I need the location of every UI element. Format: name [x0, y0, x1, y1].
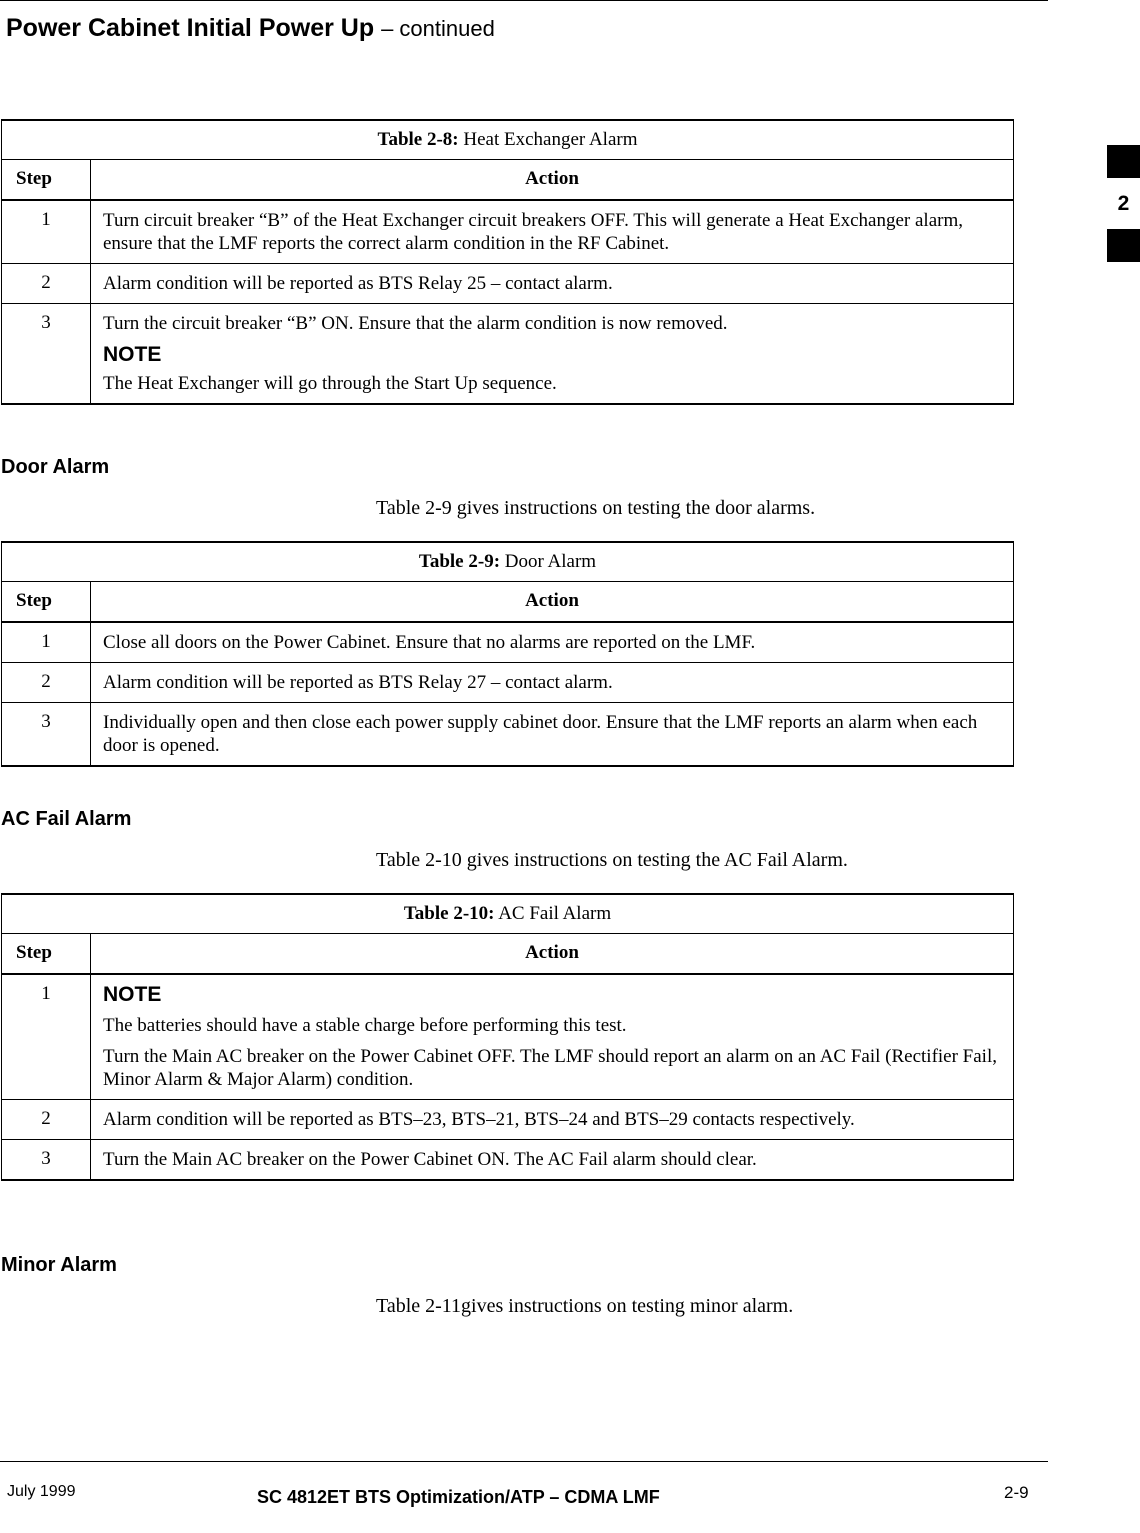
table-ac-fail-alarm — [1, 893, 1014, 1181]
footer-rule — [0, 1461, 1048, 1462]
col-step-header: Step — [2, 934, 91, 975]
table-heat-exchanger-alarm — [1, 119, 1014, 405]
note-text: The batteries should have a stable charge before performing this test. — [103, 1015, 627, 1036]
step-number: 3 — [2, 304, 91, 405]
step-number: 2 — [2, 1100, 91, 1140]
step-action: Alarm condition will be reported as BTS–23, BTS–21, BTS–24 and BTS–29 contacts respectively. — [91, 1100, 1014, 1140]
chapter-tab-block-bottom — [1107, 229, 1140, 262]
step-number: 3 — [2, 1140, 91, 1181]
section-heading-ac-fail-alarm: AC Fail Alarm — [1, 808, 132, 830]
col-step-header: Step — [2, 582, 91, 623]
table-row — [2, 663, 1014, 703]
table-caption: Table 2-10: AC Fail Alarm — [2, 894, 1014, 934]
step-number: 3 — [2, 703, 91, 767]
step-action: Turn the Main AC breaker on the Power Cabinet ON. The AC Fail alarm should clear. — [91, 1140, 1014, 1181]
step-action: Alarm condition will be reported as BTS Relay 25 – contact alarm. — [91, 264, 1014, 304]
section-intro-ac-fail-alarm: Table 2-10 gives instructions on testing the AC Fail Alarm. — [376, 849, 848, 871]
step-number: 2 — [2, 264, 91, 304]
table-row — [2, 264, 1014, 304]
header-title: Power Cabinet Initial Power Up — [6, 14, 375, 42]
step-number: 2 — [2, 663, 91, 703]
col-action-header: Action — [91, 160, 1014, 201]
top-rule — [0, 0, 1048, 1]
step-number: 1 — [2, 622, 91, 663]
table-caption: Table 2-8: Heat Exchanger Alarm — [2, 120, 1014, 160]
step-action: Turn circuit breaker “B” of the Heat Exchanger circuit breakers OFF. This will generate a Heat Exchanger alarm, ensure that the LMF reports the correct alarm condition in the RF Cabinet. — [91, 200, 1014, 264]
table-row — [2, 1140, 1014, 1181]
col-action-header: Action — [91, 582, 1014, 623]
section-intro-door-alarm: Table 2-9 gives instructions on testing the door alarms. — [376, 497, 816, 519]
table-row — [2, 703, 1014, 767]
step-action: Turn the Main AC breaker on the Power Cabinet OFF. The LMF should report an alarm on an AC Fail (Rectifier Fail, Minor Alarm & Major Alarm) condition. — [103, 1046, 997, 1090]
step-action: Individually open and then close each power supply cabinet door. Ensure that the LMF reports an alarm when each door is opened. — [91, 703, 1014, 767]
table-door-alarm — [1, 541, 1014, 767]
table-row — [2, 622, 1014, 663]
chapter-tab-block-top — [1107, 145, 1140, 178]
section-heading-minor-alarm: Minor Alarm — [1, 1254, 117, 1276]
header-continued: – continued — [381, 16, 495, 41]
note-label: NOTE — [103, 983, 162, 1006]
step-action: Turn the circuit breaker “B” ON. Ensure that the alarm condition is now removed. — [103, 313, 728, 334]
step-action: Alarm condition will be reported as BTS Relay 27 – contact alarm. — [91, 663, 1014, 703]
footer-title: SC 4812ET BTS Optimization/ATP – CDMA LMF — [257, 1487, 660, 1507]
table-row — [2, 200, 1014, 264]
footer-date: July 1999 — [7, 1483, 76, 1500]
table-row — [2, 1100, 1014, 1140]
step-number: 1 — [2, 974, 91, 1100]
table-row — [2, 974, 1014, 1100]
note-label: NOTE — [103, 343, 162, 366]
col-step-header: Step — [2, 160, 91, 201]
table-caption: Table 2-9: Door Alarm — [2, 542, 1014, 582]
footer-page-number: 2-9 — [1004, 1483, 1029, 1502]
note-text: The Heat Exchanger will go through the Start Up sequence. — [103, 373, 557, 394]
step-action: Close all doors on the Power Cabinet. Ensure that no alarms are reported on the LMF. — [91, 622, 1014, 663]
step-number: 1 — [2, 200, 91, 264]
section-intro-minor-alarm: Table 2-11gives instructions on testing minor alarm. — [376, 1295, 794, 1317]
page-header — [6, 14, 495, 43]
section-heading-door-alarm: Door Alarm — [1, 456, 110, 478]
table-row — [2, 304, 1014, 405]
chapter-tab-number: 2 — [1117, 192, 1130, 215]
col-action-header: Action — [91, 934, 1014, 975]
